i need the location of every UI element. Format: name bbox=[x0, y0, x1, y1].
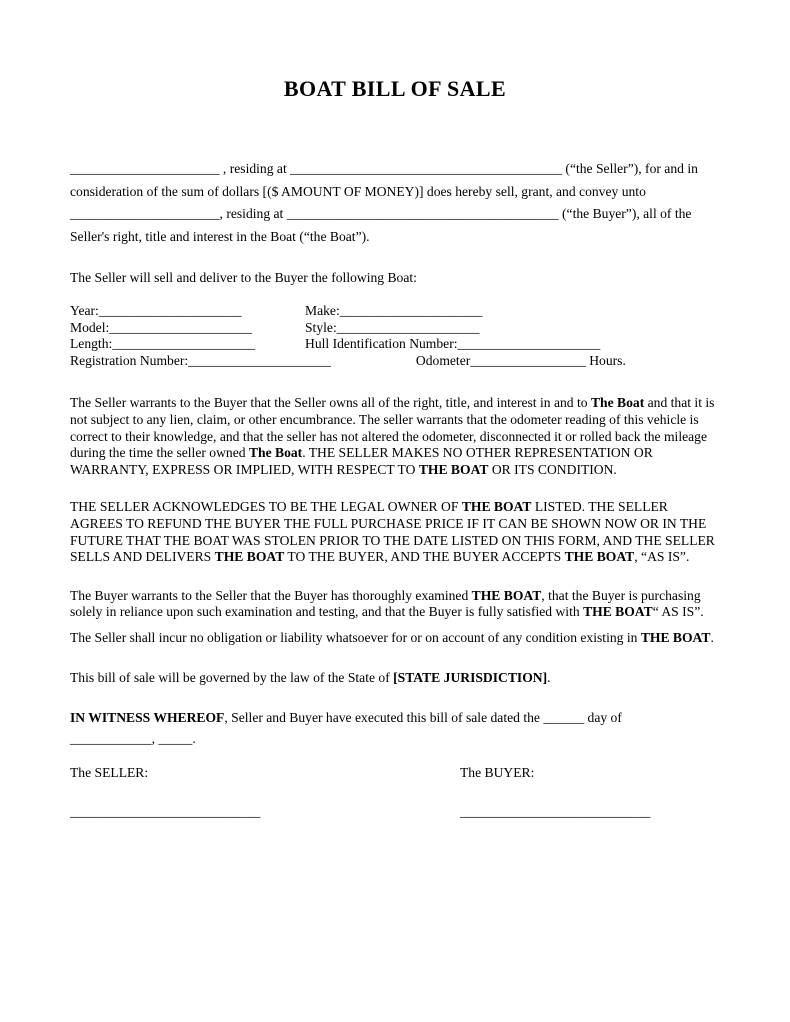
state-jurisdiction-placeholder: [STATE JURISDICTION] bbox=[393, 670, 548, 686]
year-blank: _____________________ bbox=[98, 302, 242, 318]
hull-id-label: Hull Identification Number: bbox=[305, 336, 458, 352]
text-run: OR ITS CONDITION. bbox=[488, 461, 617, 477]
registration-blank: _____________________ bbox=[188, 352, 331, 368]
field-row-model-style bbox=[70, 320, 720, 337]
make-label: Make: bbox=[305, 302, 340, 318]
seller-name-blank: ______________________ bbox=[70, 161, 220, 176]
field-length bbox=[70, 336, 305, 353]
text-run: . bbox=[710, 629, 714, 645]
text-run: TO THE BUYER, AND THE BUYER ACCEPTS bbox=[284, 549, 565, 565]
buyer-signature-label: The BUYER: bbox=[460, 765, 535, 781]
seller-address-blank: ________________________________________ bbox=[290, 161, 563, 176]
text-run: . bbox=[547, 670, 551, 686]
intro-paragraph bbox=[70, 158, 720, 248]
text-run: , Seller and Buyer have executed this bill of sale dated the bbox=[224, 710, 544, 726]
text-run: . THE SELLER MAKES NO OTHER REPRESENTATION OR WARRANTY, EXPRESS OR IMPLIED, WITH RESPECT TO bbox=[70, 445, 653, 477]
day-blank: ______ bbox=[543, 710, 585, 726]
registration-label: Registration Number: bbox=[70, 352, 189, 368]
buyer-name-blank: ______________________ bbox=[70, 206, 220, 222]
seller-warranty-paragraph bbox=[70, 395, 720, 478]
buyer-warranty-paragraph bbox=[70, 588, 720, 621]
model-blank: _____________________ bbox=[109, 319, 253, 335]
field-row-length-hull bbox=[70, 336, 720, 353]
the-boat-bold-run: THE BOAT bbox=[583, 604, 653, 620]
text-run: (“the Buyer”), all of the Seller's right, title and interest in the Boat (“the Boat”). bbox=[70, 206, 692, 244]
signature-labels-row bbox=[70, 765, 720, 782]
buyer-signature-line: ____________________________ bbox=[460, 803, 651, 819]
field-style bbox=[305, 320, 479, 337]
text-run: LISTED. THE SELLER AGREES TO REFUND THE BUYER THE FULL PURCHASE PRICE IF IT CAN BE SHOWN NOW OR IN THE FUTURE THAT THE BOAT WAS STOLEN PRIOR TO THE DATE LISTED ON THIS FORM, AND THE SELLER SELLS AND DELIVERS bbox=[70, 499, 715, 565]
length-label: Length: bbox=[70, 336, 113, 352]
odometer-blank: _________________ bbox=[470, 352, 586, 368]
length-blank: _____________________ bbox=[112, 336, 256, 352]
signature-lines-row bbox=[70, 804, 720, 821]
the-boat-bold-run: The Boat bbox=[248, 445, 303, 461]
in-witness-whereof-bold-run: IN WITNESS WHEREOF bbox=[70, 710, 225, 726]
text-run: The Seller shall incur no obligation or liability whatsoever for or on account of any condition existing in bbox=[70, 629, 641, 645]
seller-signature-label: The SELLER: bbox=[70, 765, 149, 781]
text-run: , “AS IS”. bbox=[634, 549, 690, 565]
text-run: , that the Buyer is purchasing solely in reliance upon such examination and testing, and that the Buyer is fully satisfied with bbox=[70, 587, 701, 620]
field-make bbox=[305, 303, 482, 320]
field-registration bbox=[70, 353, 331, 370]
governing-law-paragraph bbox=[70, 670, 720, 687]
text-run: and that it is not subject to any lien, claim, or other encumbrance. The seller warrants that the odometer reading of this vehicle is correct to their knowledge, and that the seller has not altered the odometer, disconnected it or rolled back the mileage during the time the seller owned bbox=[70, 395, 715, 461]
text-run: THE SELLER ACKNOWLEDGES TO BE THE LEGAL OWNER OF bbox=[70, 499, 462, 515]
the-boat-bold-run: THE BOAT bbox=[564, 549, 635, 565]
signature-section bbox=[70, 765, 720, 820]
field-year bbox=[70, 303, 305, 320]
the-boat-bold-run: The Boat bbox=[590, 395, 645, 411]
text-run: “ AS IS”. bbox=[652, 604, 704, 620]
field-odometer bbox=[416, 353, 626, 370]
month-year-blank: ____________, _____. bbox=[70, 731, 196, 747]
style-label: Style: bbox=[305, 319, 337, 335]
seller-acknowledgment-paragraph bbox=[70, 499, 720, 565]
year-label: Year: bbox=[70, 302, 99, 318]
text-run: , residing at bbox=[219, 206, 287, 222]
make-blank: _____________________ bbox=[339, 302, 483, 318]
odometer-label: Odometer bbox=[415, 352, 471, 368]
field-model bbox=[70, 320, 305, 337]
document-title: BOAT BILL OF SALE bbox=[283, 76, 507, 101]
the-boat-bold-run: THE BOAT bbox=[418, 461, 489, 477]
text-run: , residing at bbox=[219, 161, 291, 176]
no-obligation-paragraph bbox=[70, 630, 720, 647]
field-row-registration-odometer bbox=[70, 353, 720, 370]
the-boat-bold-run: THE BOAT bbox=[640, 629, 711, 645]
seller-signature-line: ____________________________ bbox=[70, 803, 261, 819]
model-label: Model: bbox=[70, 319, 110, 335]
hull-id-blank: _____________________ bbox=[457, 336, 601, 352]
field-row-year-make bbox=[70, 303, 720, 320]
odometer-hours-suffix: Hours. bbox=[585, 352, 626, 368]
text-run: day of bbox=[584, 710, 622, 726]
text-run: This bill of sale will be governed by the law of the State of bbox=[70, 670, 394, 686]
witness-paragraph bbox=[70, 707, 720, 749]
the-boat-bold-run: THE BOAT bbox=[214, 549, 285, 565]
field-hull-id bbox=[305, 336, 600, 353]
deliver-line: The Seller will sell and deliver to the Buyer the following Boat: bbox=[70, 270, 417, 286]
the-boat-bold-run: THE BOAT bbox=[471, 587, 542, 603]
boat-details-fields bbox=[70, 303, 720, 369]
the-boat-bold-run: THE BOAT bbox=[461, 499, 532, 515]
text-run: The Seller warrants to the Buyer that the Seller owns all of the right, title, and interest in and to bbox=[70, 395, 591, 411]
text-run: The Buyer warrants to the Seller that the Buyer has thoroughly examined bbox=[70, 587, 472, 603]
style-blank: _____________________ bbox=[336, 319, 480, 335]
buyer-address-blank: ________________________________________ bbox=[286, 206, 559, 222]
text-run: (“the Seller”), for and in consideration of the sum of dollars [($ AMOUNT OF MONEY)] does hereby sell, grant, and convey unto bbox=[70, 161, 698, 199]
